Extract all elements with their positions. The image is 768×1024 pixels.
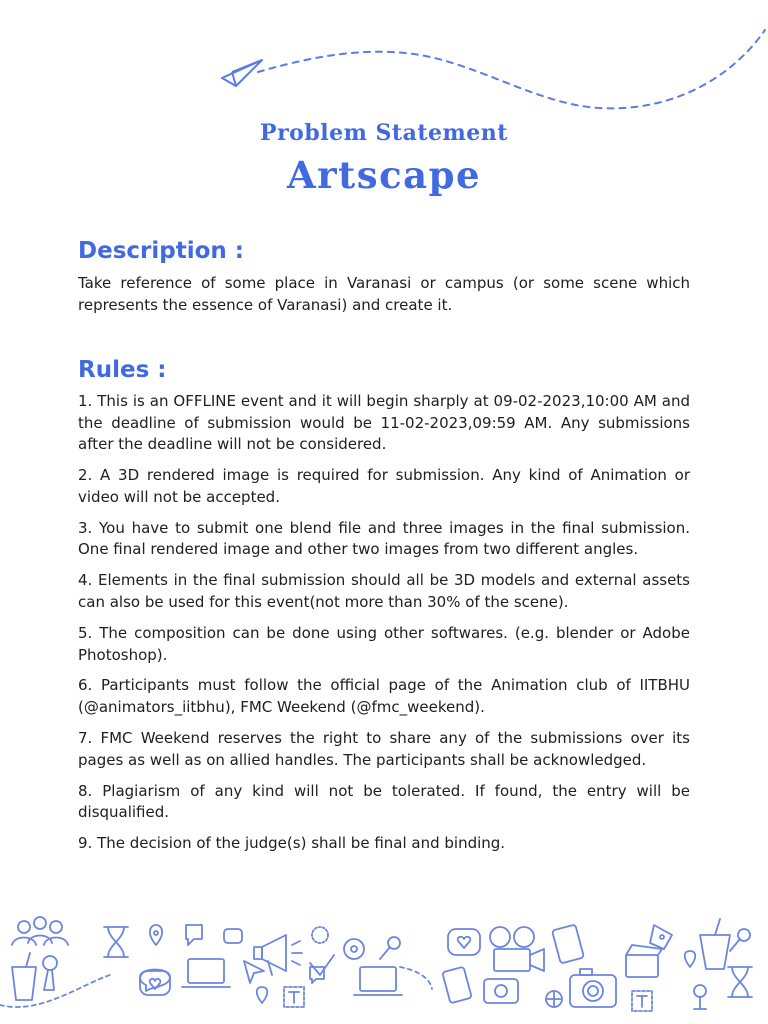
page-title: Artscape <box>286 153 482 197</box>
cursor-icon <box>244 961 264 983</box>
hourglass-icon <box>728 967 752 997</box>
pen-tool-icon <box>650 925 672 949</box>
rule-item: 3. You have to submit one blend file and three images in the final submission. One final rendered image and other two images from two different angles. <box>78 518 690 559</box>
page-subtitle: Problem Statement <box>260 120 508 146</box>
hourglass-icon <box>104 927 128 957</box>
rule-item: 8. Plagiarism of any kind will not be tolerated. If found, the entry will be disqualified. <box>78 781 690 822</box>
drink-cup-icon <box>700 919 730 969</box>
phone-icon <box>442 924 584 1003</box>
camera-icon <box>484 969 616 1007</box>
location-pin-icon <box>150 925 695 1003</box>
laptop-icon <box>182 959 402 995</box>
rule-item: 1. This is an OFFLINE event and it will begin sharply at 09-02-2023,10:00 AM and the deadline of submission would be 11-02-2023,09:59 AM. Any submissions after the deadline will not be considered. <box>78 392 690 454</box>
rule-item: 7. FMC Weekend reserves the right to share any of the submissions over its pages as well as on allied handles. The participants shall be acknowledged. <box>78 729 690 769</box>
description-heading: Description : <box>78 238 244 264</box>
rules-list <box>78 391 690 864</box>
people-icon <box>12 917 68 945</box>
microphone-icon <box>380 929 750 1009</box>
description-text: Take reference of some place in Varanasi or campus (or some scene which represents the essence of Varanasi) and create it. <box>78 274 690 314</box>
chat-bubble-icon <box>140 925 324 991</box>
checkmark-icon <box>310 955 334 975</box>
rule-item: 9. The decision of the judge(s) shall be final and binding. <box>78 834 506 853</box>
media-icons-decoration <box>0 905 768 1024</box>
paper-plane-icon <box>222 60 262 86</box>
rule-item: 6. Participants must follow the official page of the Animation club of IITBHU (@animators_iitbhu), FMC Weekend (@fmc_weekend). <box>78 676 690 717</box>
heart-bubble-icon <box>140 929 480 995</box>
movie-camera-icon <box>490 927 544 971</box>
rules-heading: Rules : <box>78 357 167 383</box>
rule-item: 2. A 3D rendered image is required for submission. Any kind of Animation or video will not be accepted. <box>78 466 690 506</box>
paper-plane-decoration <box>0 0 768 130</box>
microphone-icon <box>43 956 57 990</box>
film-reel-icon <box>312 927 562 1007</box>
clapperboard-icon <box>626 945 662 977</box>
rule-item: 5. The composition can be done using other softwares. (e.g. blender or Adobe Photoshop). <box>78 623 690 664</box>
drink-cup-icon <box>12 953 36 1000</box>
rule-item: 4. Elements in the final submission should all be 3D models and external assets can also be used for this event(not more than 30% of the scene). <box>78 571 690 611</box>
